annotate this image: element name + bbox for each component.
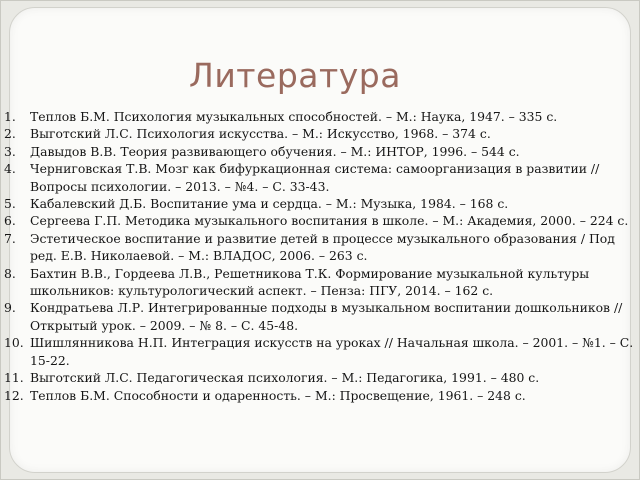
reference-text: Выготский Л.С. Педагогическая психология. – М.: Педагогика, 1991. – 480 с. [30, 370, 540, 386]
reference-text: Теплов Б.М. Способности и одаренность. – М.: Просвещение, 1961. – 248 с. [30, 387, 526, 403]
reference-text: Выготский Л.С. Психология искусства. – М.: Искусство, 1968. – 374 с. [30, 126, 491, 142]
reference-item [4, 195, 636, 212]
reference-item [4, 369, 636, 386]
reference-number: 9. [4, 300, 16, 316]
reference-item [4, 265, 636, 300]
reference-text: Сергеева Г.П. Методика музыкального воспитания в школе. – М.: Академия, 2000. – 224 с. [30, 213, 629, 229]
reference-text: Шишлянникова Н.П. Интеграция искусств на уроках // Начальная школа. – 2001. – №1. – С. 15-22. [30, 335, 634, 368]
reference-item [4, 334, 636, 369]
reference-item [4, 143, 636, 160]
reference-text: Давыдов В.В. Теория развивающего обучения. – М.: ИНТОР, 1996. – 544 с. [30, 143, 520, 159]
reference-text: Кондратьева Л.Р. Интегрированные подходы в музыкальном воспитании дошкольников //Открытый урок. – 2009. – № 8. – С. 45-48. [30, 300, 623, 333]
reference-text: Эстетическое воспитание и развитие детей в процессе музыкального образования / Под ред. Е.В. Николаевой. – М.: ВЛАДОС, 2006. – 263 с. [30, 230, 615, 264]
reference-text: Черниговская Т.В. Мозг как бифуркационная система: самоорганизация в развитии // Вопросы психологии. – 2013. – №4. – С. 33-43. [30, 161, 600, 194]
reference-number: 4. [4, 161, 16, 177]
reference-item [4, 299, 636, 334]
reference-item [4, 108, 636, 125]
reference-number: 2. [4, 126, 16, 142]
reference-number: 8. [4, 265, 16, 281]
slide-title: Литература [189, 56, 401, 95]
reference-text: Бахтин В.В., Гордеева Л.В., Решетникова Т.К. Формирование музыкальной культуры школьников: культурологический аспект. – Пенза: ПГУ, 2014. – 162 с. [30, 265, 590, 299]
reference-number: 7. [4, 230, 16, 246]
reference-number: 12. [4, 387, 24, 403]
reference-text: Теплов Б.М. Психология музыкальных способностей. – М.: Наука, 1947. – 335 с. [30, 109, 558, 124]
reference-item [4, 125, 636, 142]
reference-number: 6. [4, 213, 16, 229]
reference-item [4, 387, 636, 404]
reference-item [4, 212, 636, 229]
reference-number: 1. [4, 109, 16, 124]
references-list [4, 108, 636, 404]
reference-number: 3. [4, 143, 16, 159]
reference-text: Кабалевский Д.Б. Воспитание ума и сердца. – М.: Музыка, 1984. – 168 с. [30, 196, 509, 212]
reference-number: 11. [4, 370, 24, 386]
reference-number: 5. [4, 196, 16, 212]
reference-item [4, 160, 636, 195]
reference-item [4, 230, 636, 265]
reference-number: 10. [4, 335, 24, 351]
